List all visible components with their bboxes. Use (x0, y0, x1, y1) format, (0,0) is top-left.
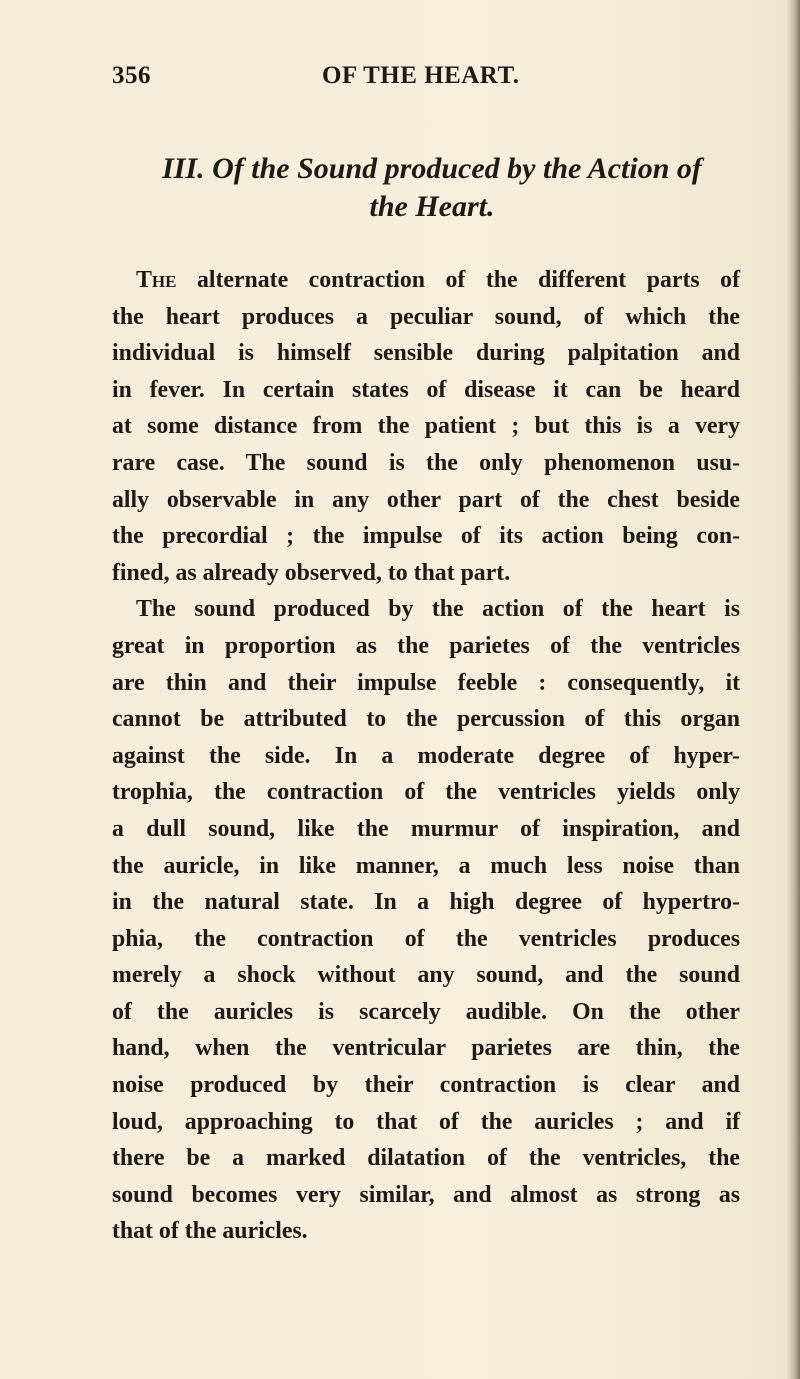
text-line: individual is himself sensible during palpitation and (112, 340, 740, 367)
text-line: that of the auricles. (112, 1218, 308, 1245)
text-line: at some distance from the patient ; but this is a very (112, 413, 740, 440)
text-line: loud, approaching to that of the auricles ; and if (112, 1108, 740, 1135)
page-number: 356 (112, 62, 151, 89)
text-line: the auricle, in like manner, a much less noise than (112, 852, 740, 879)
page-edge-shadow (786, 0, 800, 1379)
text-line: a dull sound, like the murmur of inspiration, and (112, 815, 740, 842)
running-title: OF THE HEART. (322, 62, 520, 89)
text-line: in fever. In certain states of disease it can be heard (112, 376, 740, 403)
text-line: the heart produces a peculiar sound, of which the (112, 303, 740, 330)
text-line: in the natural state. In a high degree of hypertro- (112, 889, 740, 916)
text-line: cannot be attributed to the percussion of this organ (112, 706, 740, 733)
text-line: the precordial ; the impulse of its action being con- (112, 523, 740, 550)
text-line: are thin and their impulse feeble : consequently, it (112, 669, 740, 696)
text-line: there be a marked dilatation of the ventricles, the (112, 1145, 740, 1172)
text-line: against the side. In a moderate degree of hyper- (112, 742, 740, 769)
body-text (112, 262, 740, 1250)
text-line: of the auricles is scarcely audible. On the other (112, 998, 740, 1025)
text-line: fined, as already observed, to that part. (112, 559, 511, 586)
section-heading-line-1: III. Of the Sound produced by the Action of (162, 152, 702, 185)
text-line: rare case. The sound is the only phenomenon usu- (112, 449, 740, 476)
section-heading (112, 150, 752, 226)
text-line: The sound produced by the action of the heart is (136, 596, 740, 623)
text-line: phia, the contraction of the ventricles produces (112, 925, 740, 952)
text-line: great in proportion as the parietes of the ventricles (112, 632, 740, 659)
section-heading-line-2: the Heart. (369, 190, 495, 223)
text-line: noise produced by their contraction is clear and (112, 1072, 740, 1099)
opening-word: The (136, 267, 177, 293)
text-line: trophia, the contraction of the ventricles yields only (112, 779, 740, 806)
text-line: ally observable in any other part of the chest beside (112, 486, 740, 513)
text-line: The alternate contraction of the different parts of (136, 267, 740, 293)
text-line: sound becomes very similar, and almost as strong as (112, 1181, 740, 1208)
text-line: merely a shock without any sound, and the sound (112, 962, 740, 989)
text-line: hand, when the ventricular parietes are thin, the (112, 1035, 740, 1062)
